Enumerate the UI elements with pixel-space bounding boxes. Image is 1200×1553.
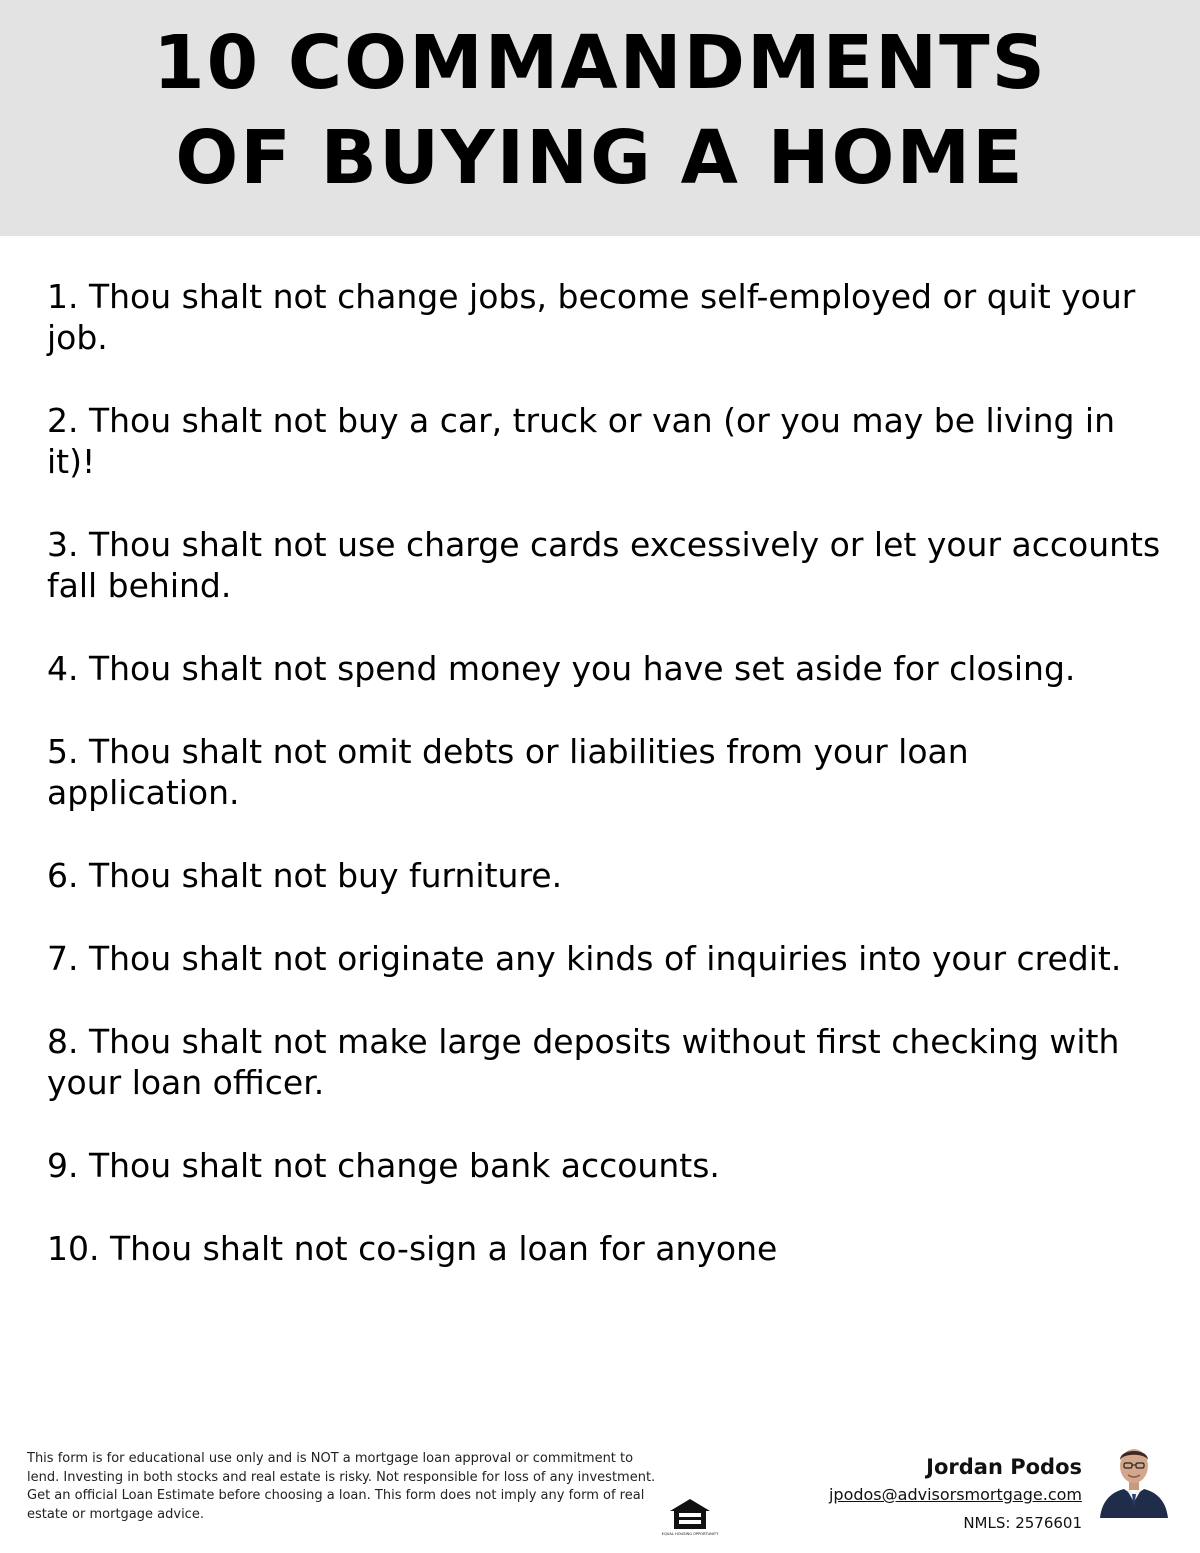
- page-title-line-2: OF BUYING A HOME: [175, 115, 1025, 201]
- commandment-6: 6. Thou shalt not buy furniture.: [47, 856, 563, 895]
- contact-nmls: NMLS: 2576601: [963, 1514, 1082, 1532]
- equal-housing-opportunity-icon: [661, 1497, 719, 1541]
- equal-housing-logo-text: EQUAL HOUSING OPPORTUNITY: [661, 1532, 719, 1536]
- commandment-3: 3. Thou shalt not use charge cards excessively or let your accounts fall behind.: [47, 525, 1161, 605]
- contact-name: Jordan Podos: [926, 1455, 1082, 1479]
- commandment-1: 1. Thou shalt not change jobs, become self-employed or quit your job.: [47, 277, 1136, 357]
- commandment-8: 8. Thou shalt not make large deposits without first checking with your loan officer.: [47, 1022, 1120, 1102]
- avatar: [1098, 1440, 1170, 1518]
- page-title-line-1: 10 COMMANDMENTS: [153, 20, 1047, 106]
- contact-email-link[interactable]: jpodos@advisorsmortgage.com: [828, 1485, 1082, 1504]
- commandments-list: [47, 276, 1167, 1311]
- commandment-10: 10. Thou shalt not co-sign a loan for anyone: [47, 1229, 778, 1268]
- commandment-4: 4. Thou shalt not spend money you have set aside for closing.: [47, 649, 1076, 688]
- commandment-5: 5. Thou shalt not omit debts or liabilities from your loan application.: [47, 732, 969, 812]
- header-banner: [0, 0, 1200, 236]
- commandment-2: 2. Thou shalt not buy a car, truck or van (or you may be living in it)!: [47, 401, 1116, 481]
- contact-block: [829, 1452, 1082, 1538]
- commandment-7: 7. Thou shalt not originate any kinds of inquiries into your credit.: [47, 939, 1122, 978]
- commandment-9: 9. Thou shalt not change bank accounts.: [47, 1146, 720, 1185]
- disclaimer-text: This form is for educational use only and is NOT a mortgage loan approval or commitment to lend. Investing in both stocks and real estate is risky. Not responsible for loss of any investment. Get an official Loan Estimate before choosing a loan. This form does not imply any form of real estate or mortgage advice.: [27, 1451, 656, 1522]
